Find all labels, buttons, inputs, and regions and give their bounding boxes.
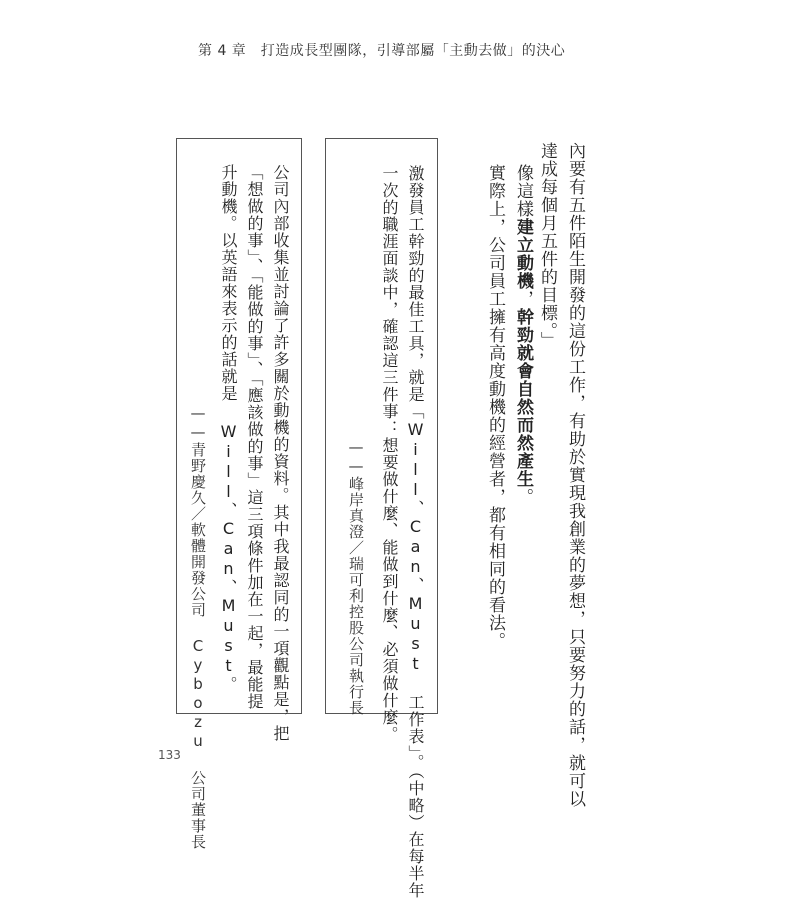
chapter-header: 第 4 章 打造成長型團隊，引導部屬「主動去做」的決心 [198,43,566,59]
body-column-2: 達成每個月五件的目標。」 [537,142,557,350]
body-column-3-pre: 像這樣 [513,164,533,218]
emphasis-motivation-arises: 幹勁就會自然而然產生 [513,308,533,488]
body-column-3-comma: ， [513,290,533,308]
quote-1-line-2: 一次的職涯面談中，確認這三件事：想要做什麼、能做到什麼、必須做什麼。 [380,165,399,743]
quote-2-signature: ——青野慶久／軟體開發公司 Cybozu 公司董事長 [189,404,207,850]
quote-2-line-3: 升動機。以英語來表示的話就是 Will、Can、Must。 [219,164,238,693]
body-column-3 [514,164,531,506]
quote-2-line-2: 「想做的事」、「能做的事」、「應該做的事」這三項條件加在一起，最能提 [245,164,264,710]
body-column-1: 內要有五件陌生開發的這份工作，有助於實現我創業的夢想，只要努力的話，就可以 [565,142,585,808]
page-number: 133 [158,748,181,762]
emphasis-build-motivation: 建立動機 [513,218,533,290]
body-column-4: 實際上，公司員工擁有高度動機的經營者，都有相同的看法。 [485,164,505,650]
quote-1-line-1: 激發員工幹勁的最佳工具，就是「Will、Can、Must 工作表」。（中略）在每半年 [406,165,425,899]
quote-1-signature: ——峰岸真澄／瑞可利控股公司執行長 [347,438,365,716]
quote-2-line-1: 公司內部收集並討論了許多關於動機的資料。其中我最認同的一項觀點是，把 [271,164,290,742]
body-column-3-post: 。 [513,488,533,506]
